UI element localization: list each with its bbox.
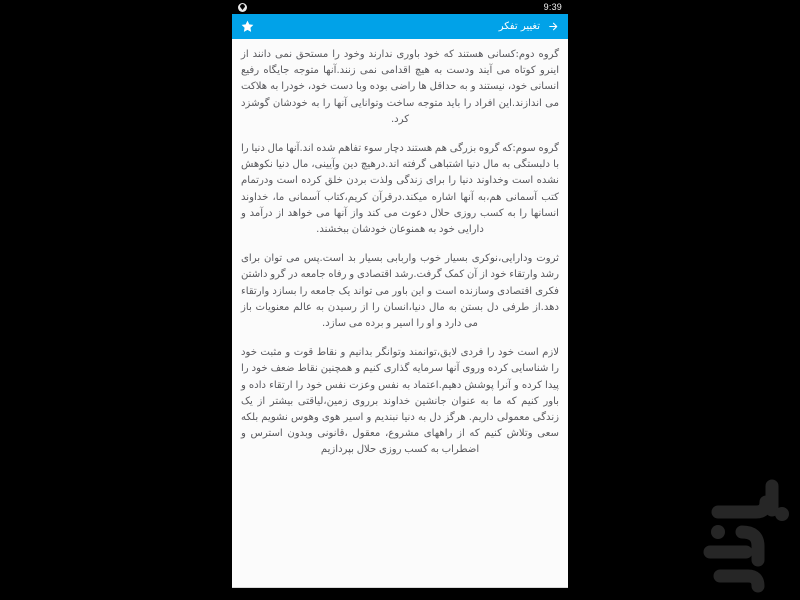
- status-bar: [232, 0, 568, 14]
- article-paragraph: ثروت ودارایی،نوکری بسیار خوب واربابی بسیار بد است.پس می توان برای رشد وارتقاء خود از آن کمک گرفت.رشد اقتصادی و رفاه جامعه در گرو داشتن فکری اقتصادی وسازنده است و این باور می تواند یک جامعه را بسازد وارتقاء دهد.از طرفی دل بستن به مال دنیا،انسان را از رسیدن به عالم معنویات باز می دارد و او را اسیر و برده می سازد.: [241, 253, 559, 330]
- article-paragraph: گروه دوم:کسانی هستند که خود باوری ندارند وخود را مستحق نمی دانند از اینرو کوتاه می آیند ودست به هیچ اقدامی نمی زنند.آنها متوجه جایگاه رفیع انسانی خود، نیستند و به حداقل ها راضی بوده وبا دست خود، خودرا به هلاکت می اندازند.این افراد را باید متوجه ساخت وتوانایی آنها را به خودشان گوشزد کرد.: [241, 49, 559, 125]
- bazaar-logo-watermark: [696, 464, 792, 596]
- app-action-bar: [232, 14, 568, 39]
- page-title: تغییر تفکر: [498, 20, 540, 32]
- status-bar-clock: 9:39: [543, 2, 562, 12]
- star-icon[interactable]: [240, 19, 255, 34]
- article-paragraph: گروه سوم:که گروه بزرگی هم هستند دچار سوء تفاهم شده اند.آنها مال دنیا را با دلبستگی به مال دنیا اشتباهی گرفته اند.درهیچ دین وآیینی، مال دنیا نکوهش نشده است وخداوند دنیا را برای زندگی ولذت بردن خلق کرده است ودرتمام کتب آسمانی هم،به آنها اشاره میکند.درقرآن کریم،کتاب آسمانی ما، خداوند انسانها را به کسب روزی حلال دعوت می کند واز آنها می خواهد از درآمد و دارایی خود به همنوعان خودشان ببخشند.: [241, 143, 559, 236]
- content-bottom-divider: [232, 587, 568, 588]
- article-paragraph: لازم است خود را فردی لایق،توانمند وتوانگر بدانیم و نقاط قوت و مثبت خود را شناسایی کرده وروی آنها سرمایه گذاری کنیم و همچنین نقاط ضعف خود را پیدا کرده و آنرا پوشش دهیم.اعتماد به نفس وعزت نفس خود را ارتقاء داده و باور کنیم که ما به عنوان جانشین خداوند برروی زمین،لیاقتی بیشتر از یک زندگی معمولی داریم. هرگز دل به دنیا نبندیم و اسیر هوی وهوس نشویم بلکه سعی وتلاش کنیم که از راههای مشروع، معقول ،قانونی وبدون استرس و اضطراب به کسب روزی حلال بپردازیم: [241, 347, 559, 456]
- app-viewport: [232, 0, 568, 600]
- app-notification-icon: [238, 3, 247, 12]
- status-bar-left: [238, 3, 247, 12]
- article-content-sheet[interactable]: [232, 39, 568, 588]
- arrow-back-icon[interactable]: [547, 20, 560, 33]
- article-body: [241, 47, 559, 459]
- action-bar-title-group[interactable]: [499, 20, 560, 33]
